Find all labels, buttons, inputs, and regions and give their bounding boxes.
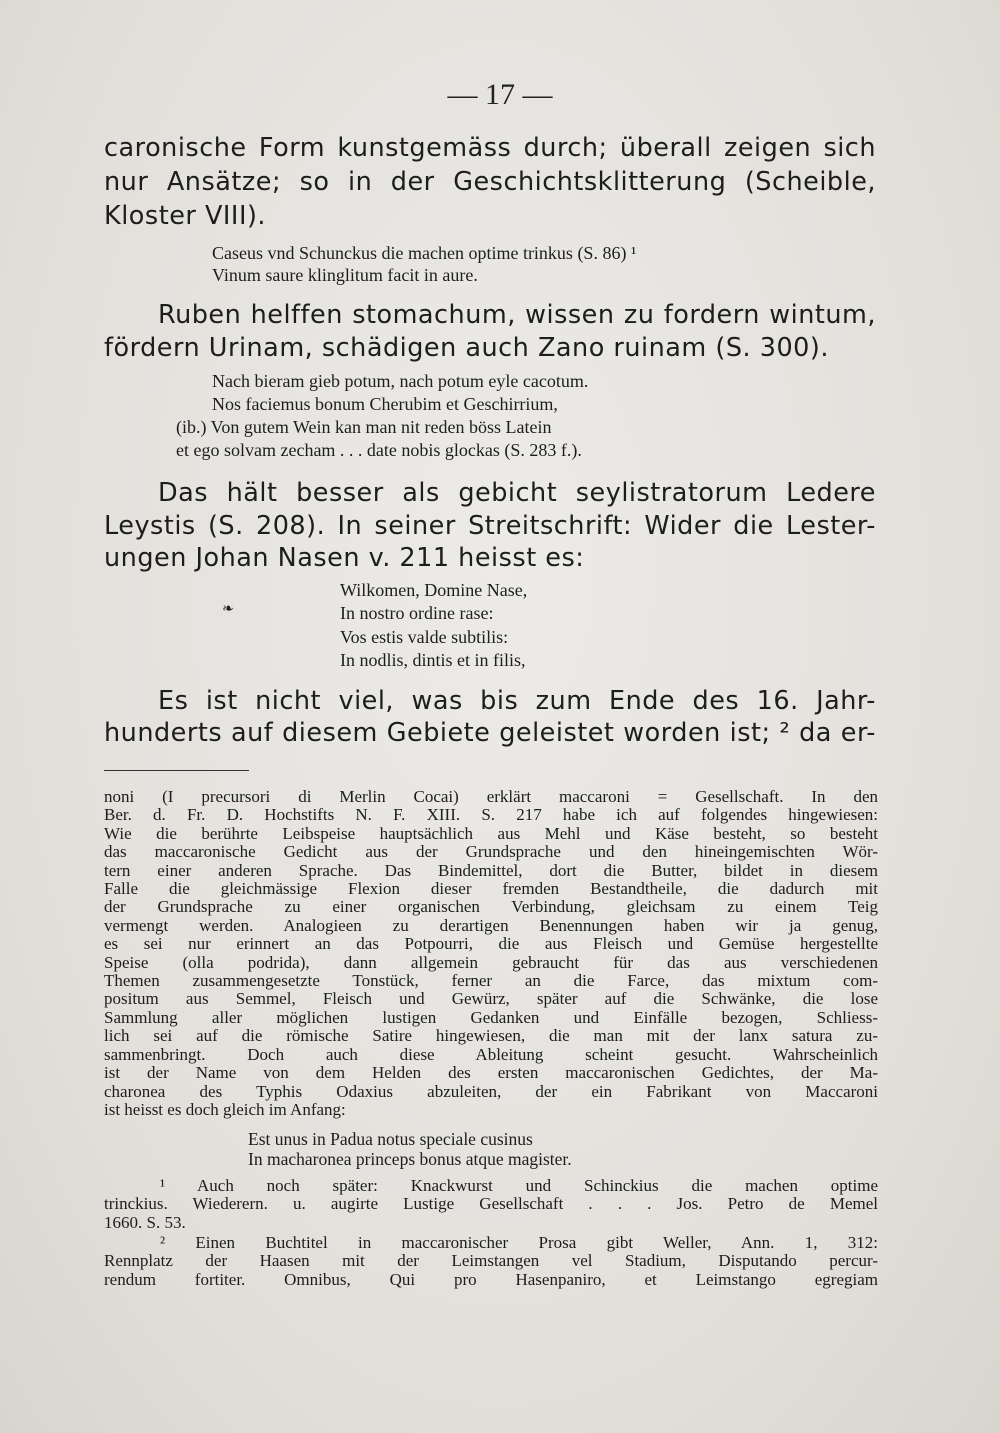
footnote-line: tern einer anderen Sprache. Das Bindemittel, dort die Butter, bildet in diesem <box>104 861 878 880</box>
body-line: hunderts auf diesem Gebiete geleistet worden ist; ² da er- <box>104 718 876 748</box>
footnote-line: das maccaronische Gedicht aus der Grundsprache und den hineingemischten Wör- <box>104 843 878 862</box>
footnote-line: noni (I precursori di Merlin Cocai) erklärt maccaroni = Gesellschaft. In den <box>104 788 878 806</box>
body-line: Es ist nicht viel, was bis zum Ende des 16. Jahr- <box>158 686 876 716</box>
footnote-line: es sei nur erinnert an das Potpourri, die aus Fleisch und Gemüse hergestellte <box>104 935 878 954</box>
footnote-1 <box>104 1177 878 1232</box>
footnote-2 <box>104 1234 878 1289</box>
body-line: Ruben helffen stomachum, wissen zu fordern wintum, <box>158 300 876 330</box>
body-line: Leystis (S. 208). In seiner Streitschrift: Wider die Lester- <box>104 511 876 541</box>
footnote-verse-line: Est unus in Padua notus speciale cusinus <box>248 1129 533 1149</box>
verse-line: Vinum saure klinglitum facit in aure. <box>212 265 478 285</box>
footnote-line: ¹ Auch noch später: Knackwurst und Schinckius die machen optime <box>160 1177 878 1195</box>
verse-line: Nos faciemus bonum Cherubim et Geschirrium, <box>212 394 558 414</box>
footnote-line: Wie die berührte Leibspeise hauptsächlich aus Mehl und Käse besteht, so besteht <box>104 824 878 843</box>
body-line: Kloster VIII). <box>104 201 267 231</box>
footnote-line: 1660. S. 53. <box>104 1213 186 1232</box>
body-line: Das hält besser als gebicht seylistratorum Ledere <box>158 478 876 508</box>
footnote-line: der Grundsprache zu einer organischen Verbindung, gleichsam zu einem Teig <box>104 898 878 917</box>
footnote-line: trinckius. Wiederern. u. augirte Lustige Gesellschaft . . . Jos. Petro de Memel <box>104 1195 878 1214</box>
footnote-line: sammenbringt. Doch auch diese Ableitung scheint gesucht. Wahrscheinlich <box>104 1045 878 1064</box>
verse-line: (ib.) Von gutem Wein kan man nit reden böss Latein <box>176 417 552 437</box>
verse-line: Caseus vnd Schunckus die machen optime trinkus (S. 86) ¹ <box>212 243 637 263</box>
footnote-line: ist der Name von dem Helden des ersten maccaronischen Gedichtes, der Ma- <box>104 1064 878 1083</box>
footnote-line: charonea des Typhis Odaxius abzuleiten, der ein Fabrikant von Maccaroni <box>104 1082 878 1101</box>
footnote-line: ² Einen Buchtitel in maccaronischer Prosa gibt Weller, Ann. 1, 312: <box>160 1234 878 1252</box>
footnote-line: rendum fortiter. Omnibus, Qui pro Hasenpaniro, et Leimstango egregiam <box>104 1270 878 1289</box>
verse-line: Wilkomen, Domine Nase, <box>340 580 528 600</box>
verse-line: et ego solvam zecham . . . date nobis glockas (S. 283 f.). <box>176 440 582 460</box>
body-line: ungen Johan Nasen v. 211 heisst es: <box>104 543 585 573</box>
footnote-line: Ber. d. Fr. D. Hochstifts N. F. XIII. S. 217 habe ich auf folgendes hingewiesen: <box>104 806 878 825</box>
footnote-verse-line: In macharonea princeps bonus atque magister. <box>248 1149 572 1169</box>
footnote-line: lich sei auf die römische Satire hingewiesen, die man mit der lanx satura zu- <box>104 1027 878 1046</box>
footnote-line: vermengt werden. Analogieen zu derartigen Benennungen haben wir ja genug, <box>104 916 878 935</box>
ink-mark-icon: ❧ <box>222 601 234 617</box>
body-line: nur Ansätze; so in der Geschichtsklitterung (Scheible, <box>104 167 876 197</box>
verse-line: In nodlis, dintis et in filis, <box>340 650 526 670</box>
body-line: caronische Form kunstgemäss durch; überall zeigen sich <box>104 133 876 163</box>
footnote-line: Sammlung aller möglichen lustigen Gedanken und Einfälle bezogen, Schliess- <box>104 1008 878 1027</box>
footnote-line: Speise (olla podrida), dann allgemein gebraucht für das aus verschiedenen <box>104 953 878 972</box>
footnote-line: Falle die gleichmässige Flexion dieser fremden Bestandtheile, die dadurch mit <box>104 880 878 899</box>
footnote-line: positum aus Semmel, Fleisch und Gewürz, später auf die Schwänke, die lose <box>104 990 878 1009</box>
footnote-line: Rennplatz der Haasen mit der Leimstangen vel Stadium, Disputando percur- <box>104 1252 878 1271</box>
page-number: — 17 — <box>447 78 553 111</box>
footnote-line: ist heisst es doch gleich im Anfang: <box>104 1100 346 1119</box>
footnote-continued <box>104 788 878 1119</box>
verse-line: In nostro ordine rase: <box>340 603 494 623</box>
verse-line: Vos estis valde subtilis: <box>340 627 509 647</box>
verse-line: Nach bieram gieb potum, nach potum eyle cacotum. <box>212 371 589 391</box>
footnote-rule <box>104 770 249 771</box>
body-line: fördern Urinam, schädigen auch Zano ruinam (S. 300). <box>104 333 829 363</box>
footnote-line: Themen zusammengesetzte Tonstück, ferner an die Farce, das mixtum com- <box>104 972 878 991</box>
